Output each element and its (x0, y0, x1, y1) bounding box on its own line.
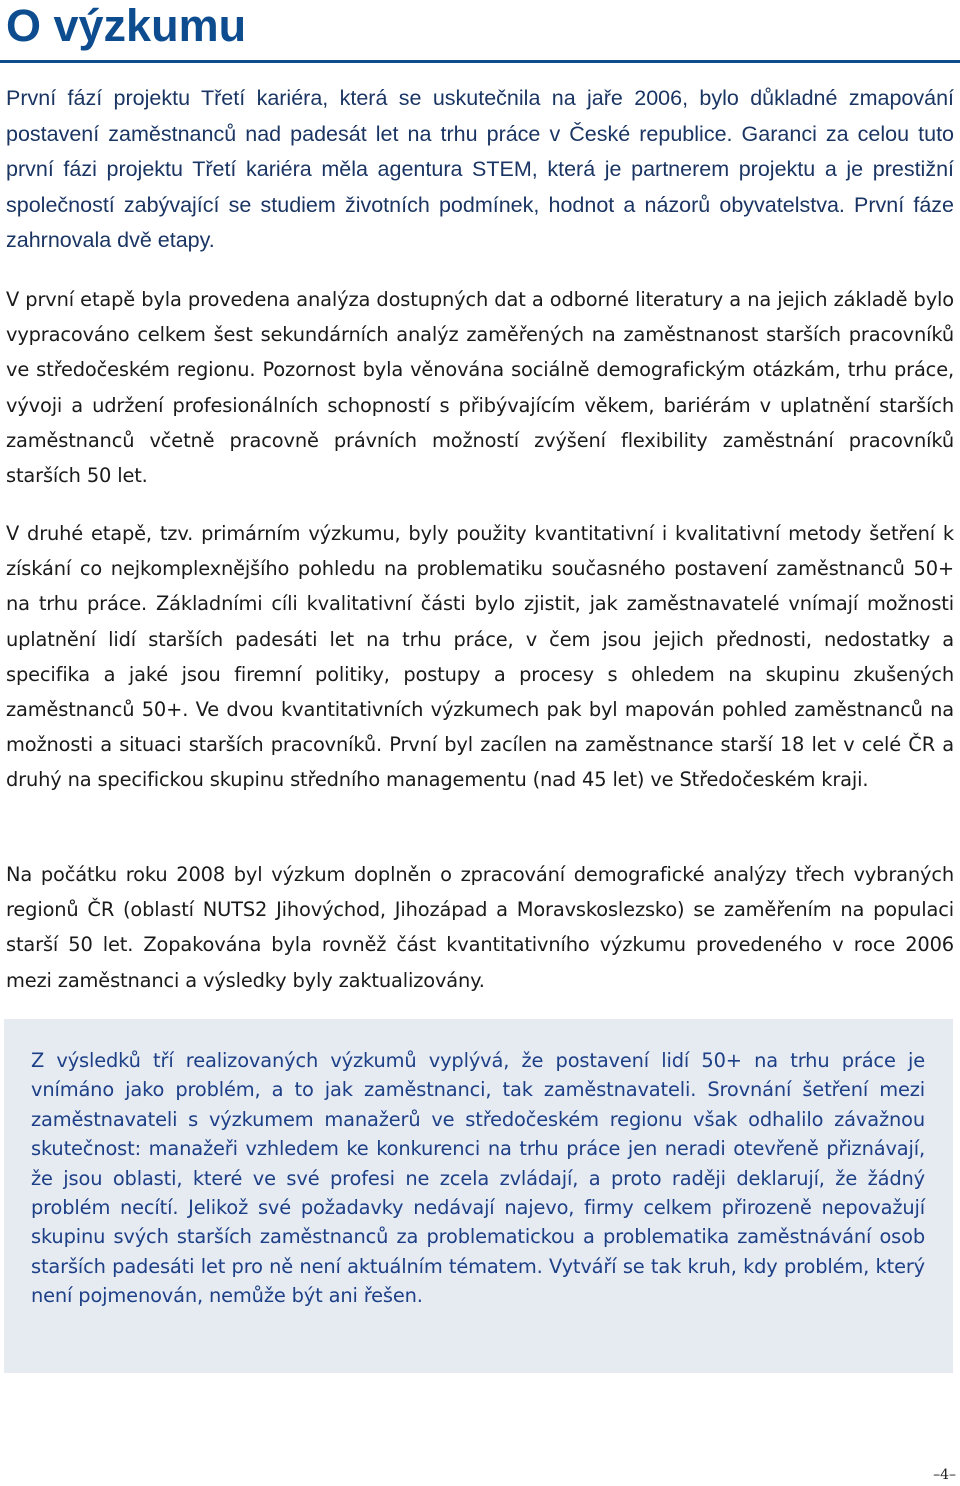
page-number: –4– (933, 1467, 956, 1483)
summary-text: Z výsledků tří realizovaných výzkumů vyplývá, že postavení lidí 50+ na trhu práce je vnímáno jako problém, a to jak zaměstnanci, tak zaměstnavateli. Srovnání šetření mezi zaměstnavateli s výzkumem manažerů ve středočeském regionu však odhalilo závažnou skutečnost: manažeři vzhledem ke konkurenci na trhu práce jen neradi otevřeně přiznávají, že jsou oblasti, které ve své profesi ne zcela zvládají, a proto raději deklarují, že žádný problém necítí. Jelikož své požadavky nedávají najevo, firmy celkem přirozeně nepovažují skupinu svých starších zaměstnanců za problematickou a problematika zaměstnávání osob starších padesáti let pro ně není aktuálním tématem. Vytváří se tak kruh, kdy problém, který není pojmenován, nemůže být ani řešen. (31, 1049, 925, 1308)
body-paragraph-second-stage: V druhé etapě, tzv. primárním výzkumu, byly použity kvantitativní i kvalitativní metody šetření k získání co nejkomplexnějšího pohledu na problematiku současného postavení zaměstnanců 50+ na trhu práce. Základními cíli kvalitativní části bylo zjistit, jak zaměstnavatelé vnímají možnosti uplatnění lidí starších padesáti let na trhu práce, v čem jsou jejich přednosti, nedostatky a specifika a jaké jsou firemní politiky, postupy a procesy s ohledem na skupinu zkušených zaměstnanců 50+. Ve dvou kvantitativních výzkumech pak byl mapován pohled zaměstnanců na možnosti a situaci starších pracovníků. První byl zacílen na zaměstnance starší 18 let v celé ČR a druhý na specifickou skupinu středního managementu (nad 45 let) ve Středočeském kraji. (6, 522, 954, 792)
title-divider (0, 60, 960, 63)
intro-paragraph: První fází projektu Třetí kariéra, která se uskutečnila na jaře 2006, bylo důkladné zmapování postavení zaměstnanců nad padesát let na trhu práce v České republice. Garanci za celou tuto první fázi projektu Třetí kariéra měla agentura STEM, která je partnerem projektu a je prestižní společností zabývající se studiem životních podmínek, hodnot a názorů obyvatelstva. První fáze zahrnovala dvě etapy. (6, 86, 954, 253)
body-paragraph-first-stage: V první etapě byla provedena analýza dostupných dat a odborné literatury a na jejich základě bylo vypracováno celkem šest sekundárních analýz zaměřených na zaměstnanost starších pracovníků ve středočeském regionu. Pozornost byla věnována sociálně demografickým otázkám, trhu práce, vývoji a udržení profesionálních schopností s přibývajícím věkem, bariérám v uplatnění starších zaměstnanců včetně pracovně právních možností zvýšení flexibility zaměstnání pracovníků starších 50 let. (6, 288, 954, 488)
body-paragraph-2008-update: Na počátku roku 2008 byl výzkum doplněn o zpracování demografické analýzy třech vybraných regionů ČR (oblastí NUTS2 Jihovýchod, Jihozápad a Moravskoslezsko) se zaměřením na populaci starší 50 let. Zopakována byla rovněž část kvantitativního výzkumu provedeného v roce 2006 mezi zaměstnanci a výsledky byly zaktualizovány. (6, 863, 954, 992)
page-title: O výzkumu (6, 0, 247, 51)
summary-box (4, 1019, 953, 1373)
